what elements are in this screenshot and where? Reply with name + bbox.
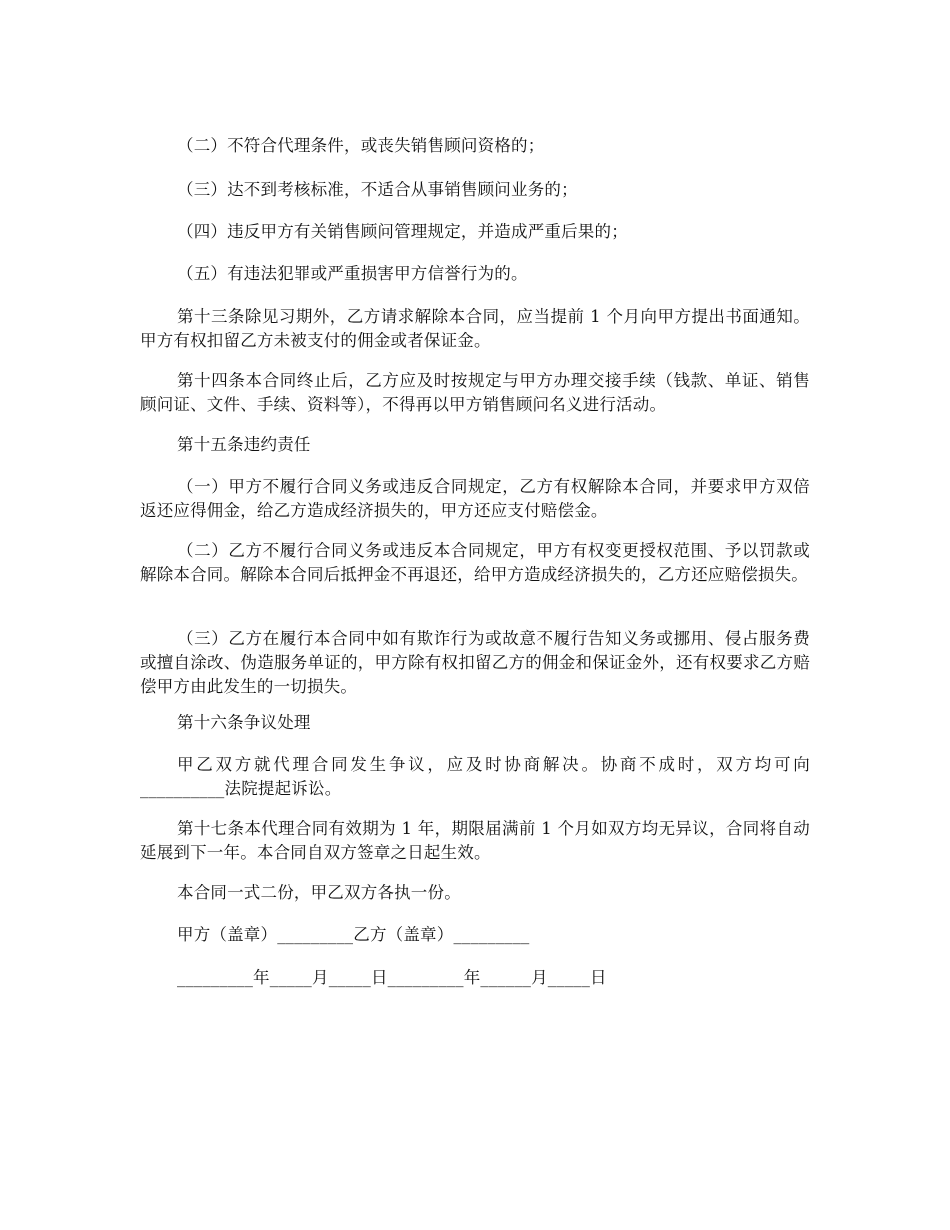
- date-line: _________年_____月_____日_________年______月_____日: [177, 968, 607, 987]
- clause-17: 第十七条本代理合同有效期为 1 年，期限届满前 1 个月如双方均无异议，合同将自动延展到下一年。本合同自双方签章之日起生效。: [140, 819, 810, 862]
- clause-16-heading: 第十六条争议处理: [177, 713, 311, 732]
- clause-12-item-5: （五）有违法犯罪或严重损害甲方信誉行为的。: [177, 264, 528, 283]
- clause-13: 第十三条除见习期外，乙方请求解除本合同，应当提前 1 个月向甲方提出书面通知。甲方有权扣留乙方未被支付的佣金或者保证金。: [140, 307, 810, 350]
- clause-12-item-4: （四）违反甲方有关销售顾问管理规定，并造成严重后果的；: [177, 222, 628, 241]
- signature-line: 甲方（盖章）_________乙方（盖章）_________: [177, 925, 530, 944]
- clause-15-item-1: （一）甲方不履行合同义务或违反合同规定，乙方有权解除本合同，并要求甲方双倍返还应得佣金，给乙方造成经济损失的，甲方还应支付赔偿金。: [140, 477, 810, 520]
- clause-14: 第十四条本合同终止后，乙方应及时按规定与甲方办理交接手续（钱款、单证、销售顾问证、文件、手续、资料等），不得再以甲方销售顾问名义进行活动。: [140, 371, 810, 414]
- clause-16-body: 甲乙双方就代理合同发生争议，应及时协商解决。协商不成时，双方均可向__________法院提起诉讼。: [140, 755, 810, 798]
- copies-note: 本合同一式二份，甲乙双方各执一份。: [177, 883, 461, 902]
- clause-12-item-2: （二）不符合代理条件，或丧失销售顾问资格的；: [177, 136, 545, 155]
- clause-15-item-2: （二）乙方不履行合同义务或违反本合同规定，甲方有权变更授权范围、予以罚款或解除本合同。解除本合同后抵押金不再退还，给甲方造成经济损失的，乙方还应赔偿损失。: [140, 541, 810, 584]
- clause-12-item-3: （三）达不到考核标准，不适合从事销售顾问业务的；: [177, 180, 578, 199]
- clause-15-heading: 第十五条违约责任: [177, 435, 311, 454]
- clause-15-item-3: （三）乙方在履行本合同中如有欺诈行为或故意不履行告知义务或挪用、侵占服务费或擅自涂改、伪造服务单证的，甲方除有权扣留乙方的佣金和保证金外，还有权要求乙方赔偿甲方由此发生的一切损失。: [140, 629, 810, 696]
